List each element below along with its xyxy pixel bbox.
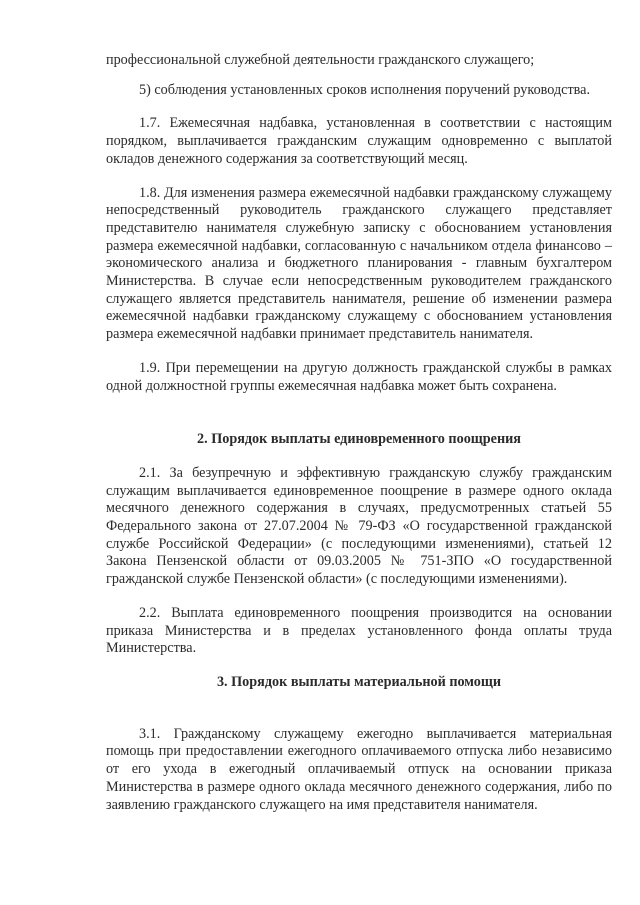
paragraph-2-2: 2.2. Выплата единовременного поощрения производится на основании приказа Министерства и в пределах установленного фонда оплаты труда Министерства.: [106, 604, 612, 657]
paragraph-1-9: 1.9. При перемещении на другую должность гражданской службы в рамках одной должностной группы ежемесячная надбавка может быть сохранена.: [106, 359, 612, 394]
paragraph-3-1: 3.1. Гражданскому служащему ежегодно выплачивается материальная помощь при предоставлении ежегодного оплачиваемого отпуска либо независимо от его ухода в ежегодный оплачиваемый отпуск на основании приказа Министерства в размере одного оклада месячного денежного содержания, либо по заявлению гражданского служащего на имя представителя нанимателя.: [106, 725, 612, 813]
section-3-heading: 3. Порядок выплаты материальной помощи: [216, 673, 502, 690]
paragraph-item-5: 5) соблюдения установленных сроков исполнения поручений руководства.: [139, 81, 591, 98]
section-2-heading: 2. Порядок выплаты единовременного поощрения: [197, 431, 521, 448]
paragraph-prev-tail: профессиональной служебной деятельности гражданского служащего;: [106, 52, 535, 68]
paragraph-1-8: 1.8. Для изменения размера ежемесячной надбавки гражданскому служащему непосредственный руководитель гражданского служащего представляет представителю нанимателя служебную записку с обоснованием установления размера ежемесячной надбавки, согласованную с начальником отдела финансово – экономического анализа и бюджетного планирования - главным бухгалтером Министерства. В случае если непосредственным руководителем гражданского служащего является представитель нанимателя, решение об изменении размера ежемесячной надбавки гражданскому служащему с обоснованием установления размера ежемесячной надбавки принимает представитель нанимателя.: [106, 184, 612, 343]
paragraph-1-7: 1.7. Ежемесячная надбавка, установленная в соответствии с настоящим порядком, выплачивается гражданским служащим одновременно с выплатой окладов денежного содержания за соответствующий месяц.: [106, 115, 612, 167]
paragraph-2-1: 2.1. За безупречную и эффективную гражданскую службу гражданским служащим выплачивается единовременное поощрение в размере одного оклада месячного денежного содержания в случаях, предусмотренных статьей 55 Федерального закона от 27.07.2004 № 79-ФЗ «О государственной гражданской службе Российской Федерации» (с последующими изменениями), статьей 12 Закона Пензенской области от 09.03.2005 № 751-ЗПО «О государственной гражданской службе Пензенской области» (с последующими изменениями).: [106, 464, 612, 588]
